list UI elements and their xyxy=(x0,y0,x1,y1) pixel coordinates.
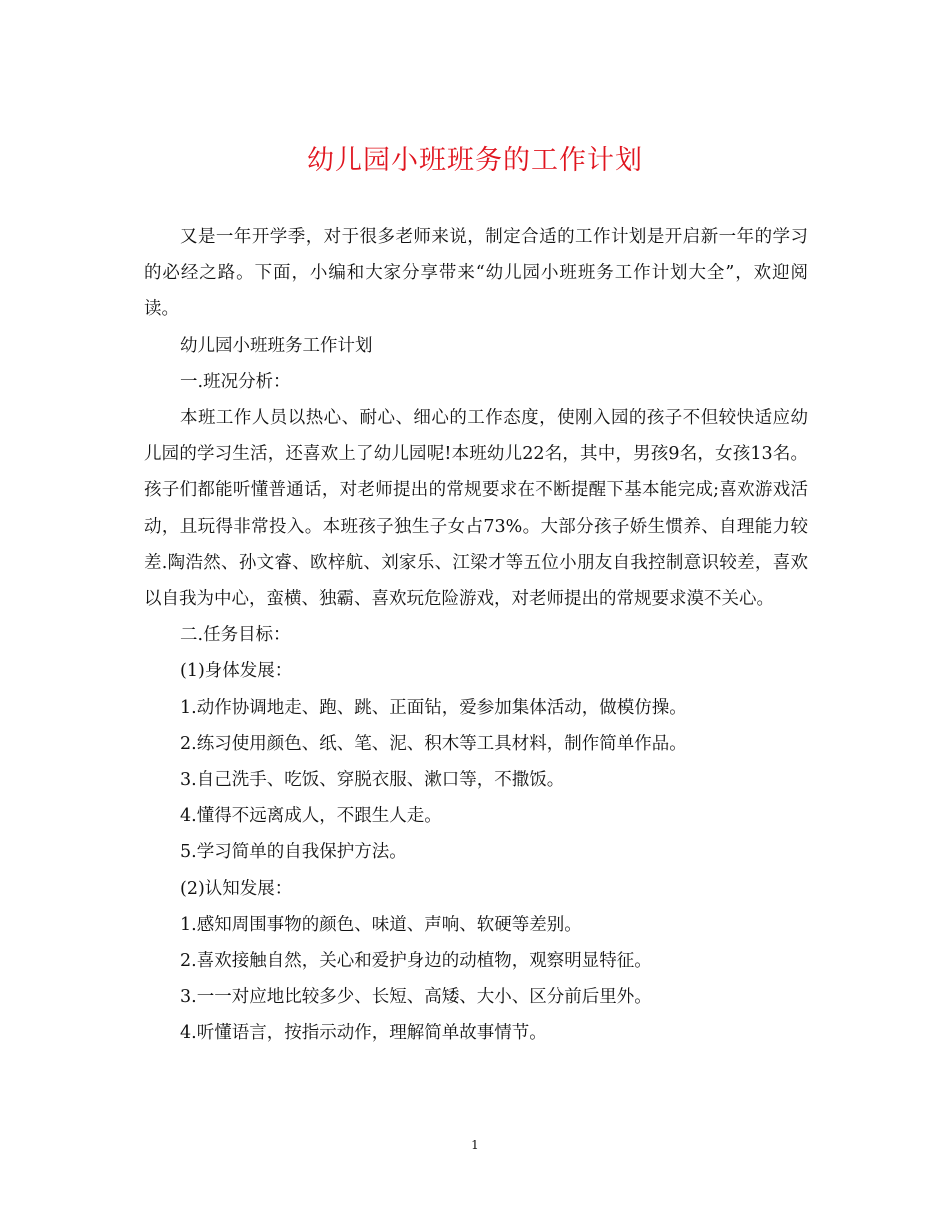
paragraph-intro: 又是一年开学季，对于很多老师来说，制定合适的工作计划是开启新一年的学习的必经之路。下面，小编和大家分享带来“幼儿园小班班务工作计划大全”，欢迎阅读。 xyxy=(144,227,808,320)
list-item: 4.听懂语言，按指示动作，理解简单故事情节。 xyxy=(180,1023,547,1044)
paragraph-class-analysis: 本班工作人员以热心、耐心、细心的工作态度，使刚入园的孩子不但较快适应幼儿园的学习生活，还喜欢上了幼儿园呢!本班幼儿22名，其中，男孩9名，女孩13名。孩子们都能听懂普通话，对老师提出的常规要求在不断提醒下基本能完成;喜欢游戏活动，且玩得非常投入。本班孩子独生子女占73%。大部分孩子娇生惯养、自理能力较差.陶浩然、孙文睿、欧梓航、刘家乐、江梁才等五位小朋友自我控制意识较差，喜欢以自我为中心，蛮横、独霸、喜欢玩危险游戏，对老师提出的常规要求漠不关心。 xyxy=(144,408,808,610)
list-item: 5.学习简单的自我保护方法。 xyxy=(180,842,407,863)
list-item: 2.喜欢接触自然，关心和爱护身边的动植物，观察明显特征。 xyxy=(180,951,652,972)
section-heading-goals: 二.任务目标： xyxy=(180,625,291,646)
list-item: 3.自己洗手、吃饭、穿脱衣服、漱口等，不撒饭。 xyxy=(180,770,565,791)
paragraph-subtitle: 幼儿园小班班务工作计划 xyxy=(180,335,373,356)
list-item: 4.懂得不远离成人，不跟生人走。 xyxy=(180,806,442,827)
list-item: 1.动作协调地走、跑、跳、正面钻，爱参加集体活动，做模仿操。 xyxy=(180,697,687,718)
document-body xyxy=(144,219,808,1052)
list-item: 2.练习使用颜色、纸、笔、泥、积木等工具材料，制作简单作品。 xyxy=(180,733,687,754)
subheading-physical-development: (1)身体发展： xyxy=(180,661,293,682)
subheading-cognitive-development: (2)认知发展： xyxy=(180,878,293,899)
page-number: 1 xyxy=(471,1138,479,1152)
list-item: 3.一一对应地比较多少、长短、高矮、大小、区分前后里外。 xyxy=(180,987,652,1008)
list-item: 1.感知周围事物的颜色、味道、声响、软硬等差别。 xyxy=(180,914,582,935)
document-title: 幼儿园小班班务的工作计划 xyxy=(307,145,643,176)
section-heading-class-analysis: 一.班况分析： xyxy=(180,371,291,392)
